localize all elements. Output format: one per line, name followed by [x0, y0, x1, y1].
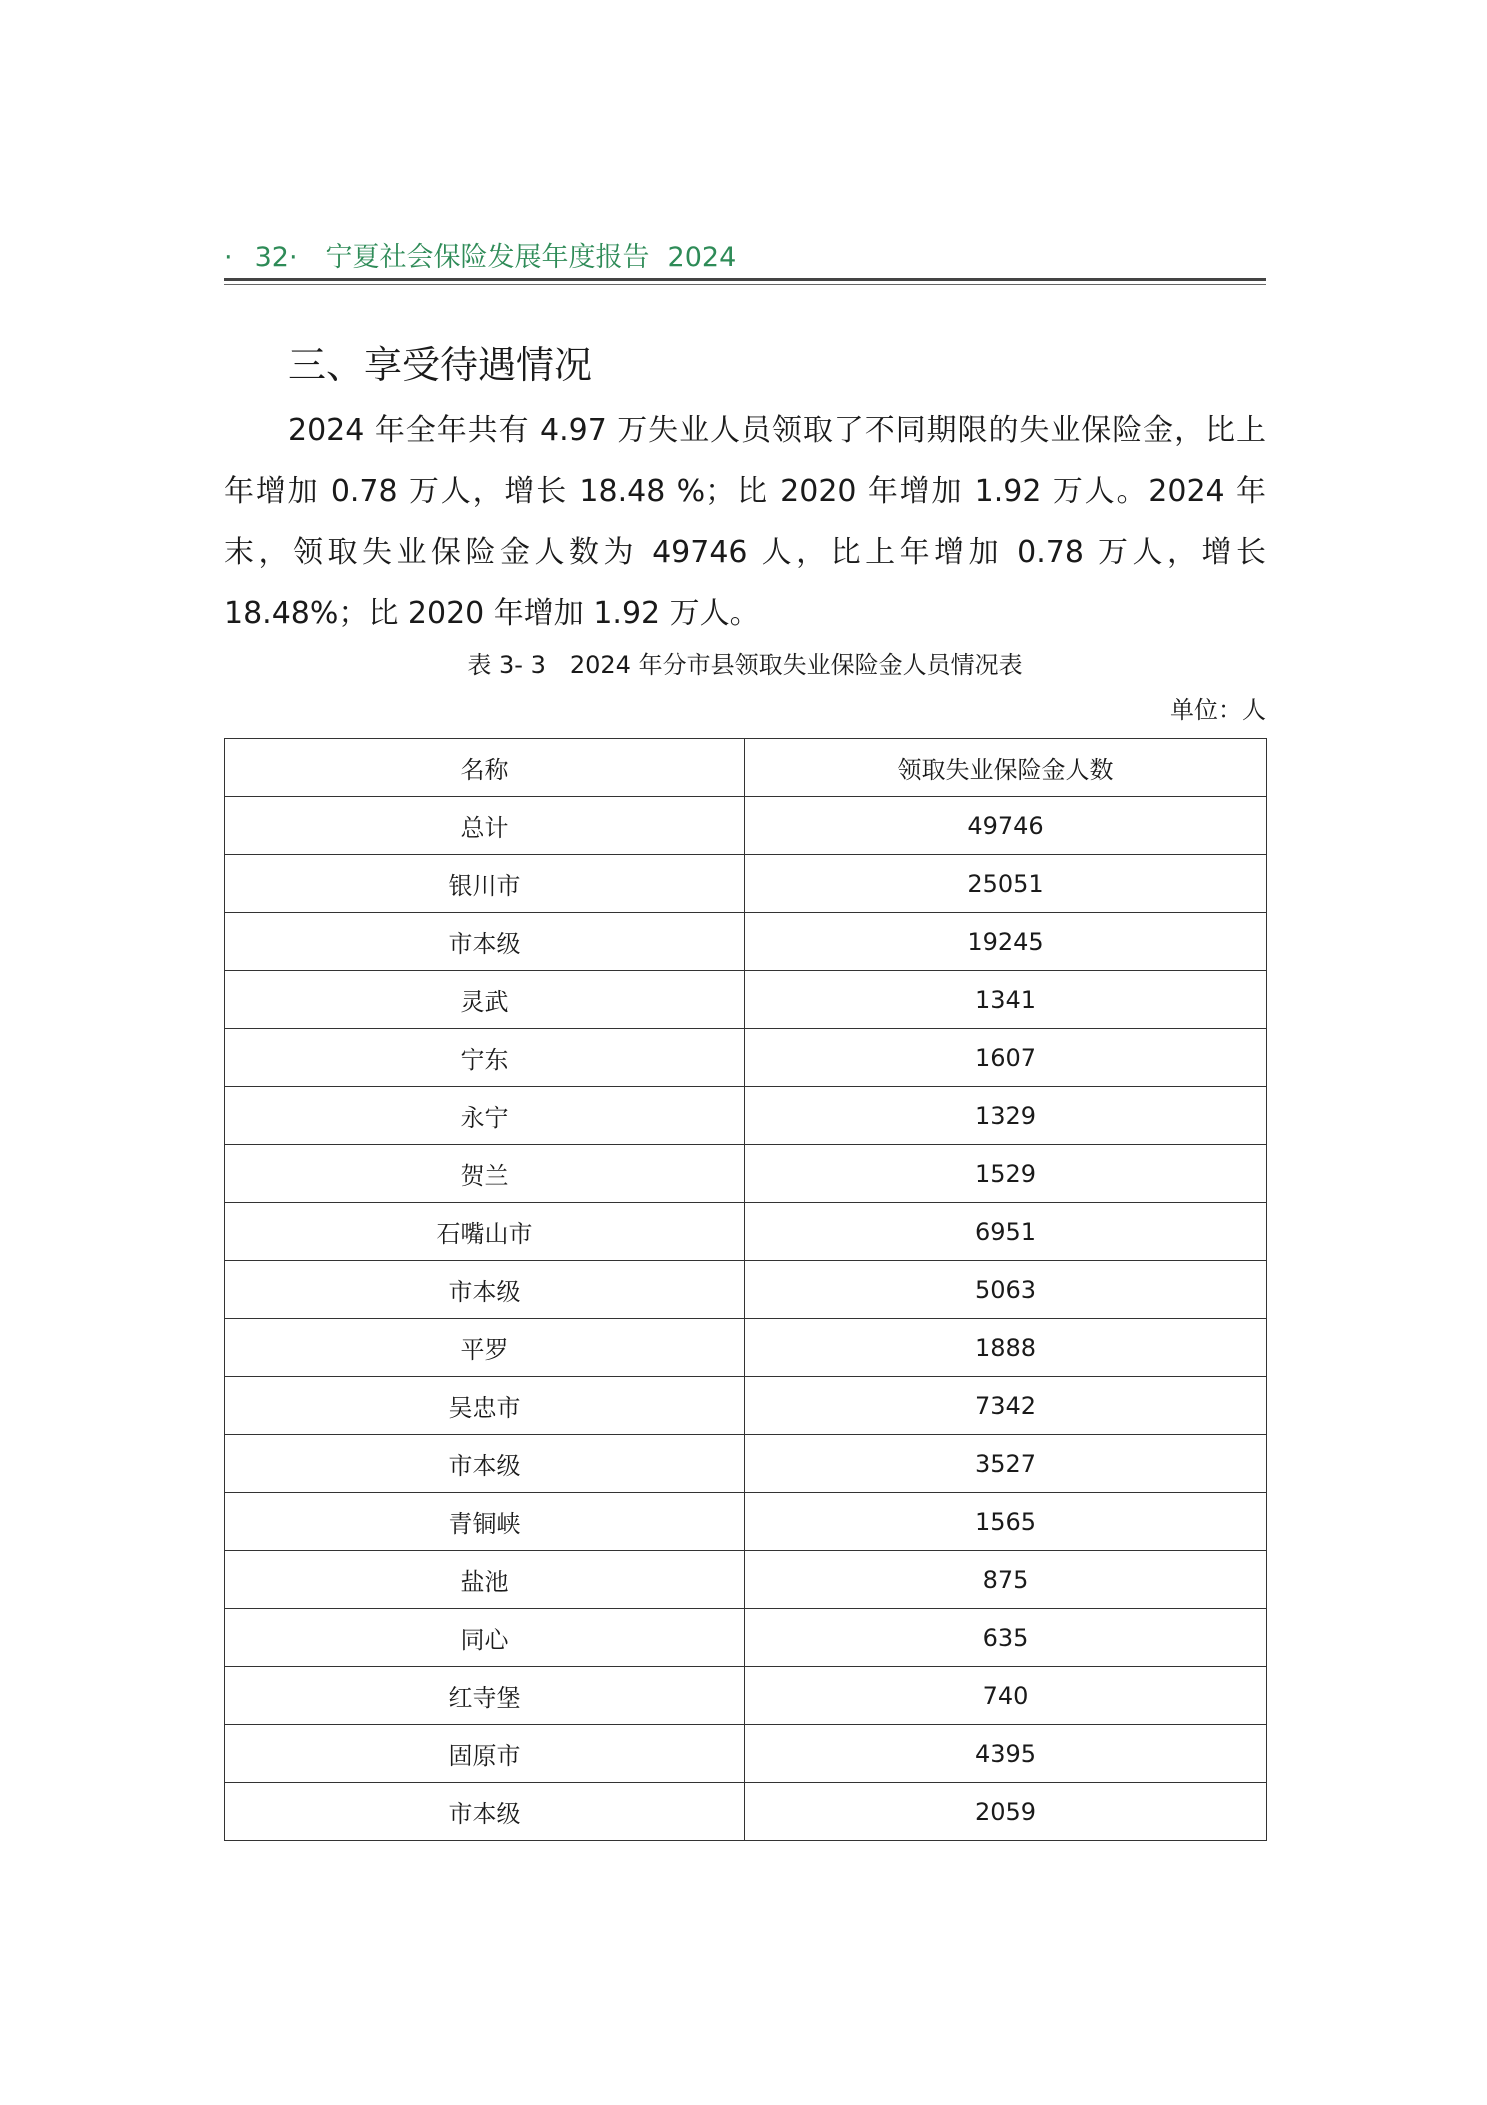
- page-number: 32·: [254, 242, 298, 273]
- cell-region-name: 市本级: [225, 1783, 745, 1841]
- cell-recipient-count: 1607: [745, 1029, 1267, 1087]
- table-row: [225, 1609, 1267, 1667]
- cell-recipient-count: 19245: [745, 913, 1267, 971]
- cell-region-name: 盐池: [225, 1551, 745, 1609]
- cell-region-name: 市本级: [225, 1261, 745, 1319]
- cell-region-name: 永宁: [225, 1087, 745, 1145]
- table-row: [225, 1435, 1267, 1493]
- cell-recipient-count: 740: [745, 1667, 1267, 1725]
- table-row: [225, 1087, 1267, 1145]
- table-header-row: [225, 739, 1267, 797]
- running-header: [224, 232, 1266, 284]
- cell-recipient-count: 1341: [745, 971, 1267, 1029]
- table-row: [225, 1319, 1267, 1377]
- table-row: [225, 913, 1267, 971]
- table-row: [225, 1725, 1267, 1783]
- table-row: [225, 855, 1267, 913]
- cell-region-name: 平罗: [225, 1319, 745, 1377]
- table-row: [225, 1667, 1267, 1725]
- table-row: [225, 1029, 1267, 1087]
- cell-recipient-count: 5063: [745, 1261, 1267, 1319]
- report-year: 2024: [667, 242, 737, 273]
- header-rule-thin: [224, 284, 1266, 285]
- section-title: 三、享受待遇情况: [288, 343, 593, 387]
- cell-recipient-count: 2059: [745, 1783, 1267, 1841]
- table-row: [225, 797, 1267, 855]
- cell-recipient-count: 4395: [745, 1725, 1267, 1783]
- header-rule-thick: [224, 278, 1266, 281]
- table-row: [225, 1145, 1267, 1203]
- cell-region-name: 红寺堡: [225, 1667, 745, 1725]
- cell-region-name: 灵武: [225, 971, 745, 1029]
- cell-recipient-count: 1565: [745, 1493, 1267, 1551]
- cell-recipient-count: 635: [745, 1609, 1267, 1667]
- table-row: [225, 1783, 1267, 1841]
- table-caption: 表 3- 3 2024 年分市县领取失业保险金人员情况表: [467, 651, 1023, 679]
- cell-recipient-count: 1888: [745, 1319, 1267, 1377]
- cell-recipient-count: 25051: [745, 855, 1267, 913]
- table-row: [225, 1203, 1267, 1261]
- body-paragraph: 2024 年全年共有 4.97 万失业人员领取了不同期限的失业保险金，比上年增加 0.78 万人，增长 18.48 %；比 2020 年增加 1.92 万人。2024 年末，领取失业保险金人数为 49746 人，比上年增加 0.78 万人，增长 18.48%；比 2020 年增加 1.92 万人。: [224, 413, 1266, 631]
- cell-recipient-count: 6951: [745, 1203, 1267, 1261]
- table-unit: 单位：人: [1170, 696, 1266, 724]
- table-row: [225, 1261, 1267, 1319]
- table-row: [225, 1493, 1267, 1551]
- table-row: [225, 1377, 1267, 1435]
- cell-region-name: 贺兰: [225, 1145, 745, 1203]
- header-cell-name: 名称: [225, 739, 745, 797]
- data-table: [224, 738, 1267, 1841]
- report-title: 宁夏社会保险发展年度报告: [325, 242, 650, 273]
- cell-region-name: 宁东: [225, 1029, 745, 1087]
- header-dot: ·: [224, 242, 233, 273]
- table-row: [225, 971, 1267, 1029]
- cell-region-name: 总计: [225, 797, 745, 855]
- cell-region-name: 吴忠市: [225, 1377, 745, 1435]
- cell-recipient-count: 1529: [745, 1145, 1267, 1203]
- cell-recipient-count: 7342: [745, 1377, 1267, 1435]
- cell-region-name: 市本级: [225, 1435, 745, 1493]
- header-cell-count: 领取失业保险金人数: [745, 739, 1267, 797]
- cell-recipient-count: 49746: [745, 797, 1267, 855]
- cell-recipient-count: 3527: [745, 1435, 1267, 1493]
- cell-region-name: 市本级: [225, 913, 745, 971]
- cell-region-name: 固原市: [225, 1725, 745, 1783]
- cell-region-name: 石嘴山市: [225, 1203, 745, 1261]
- cell-region-name: 同心: [225, 1609, 745, 1667]
- cell-region-name: 银川市: [225, 855, 745, 913]
- cell-recipient-count: 1329: [745, 1087, 1267, 1145]
- table-row: [225, 1551, 1267, 1609]
- cell-recipient-count: 875: [745, 1551, 1267, 1609]
- cell-region-name: 青铜峡: [225, 1493, 745, 1551]
